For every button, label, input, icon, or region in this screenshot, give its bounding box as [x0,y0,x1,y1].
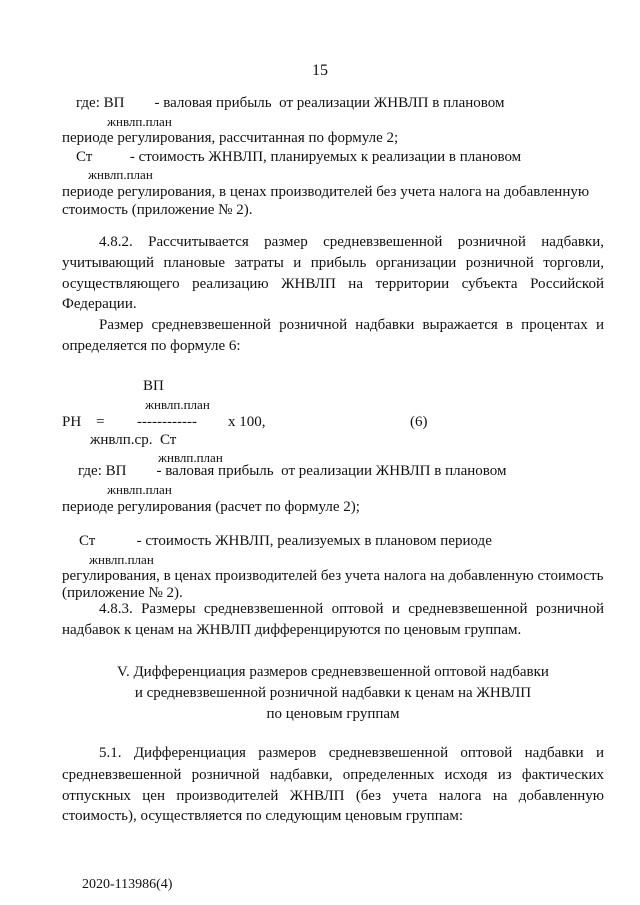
paragraph-4-8-3-line: 4.8.3. Размеры средневзвешенной оптовой и средневзвешенной розничной [99,601,604,617]
paragraph-5-1-line: стоимость), осуществляется по следующим ценовым группам: [62,808,464,824]
formula-lhs: РН = [62,414,105,430]
paragraph-4-8-2-line: 4.8.2. Рассчитывается размер средневзвешенной розничной надбавки, [99,234,604,250]
definition-vp-line: где: ВП - валовая прибыль от реализации ЖНВЛП в плановом [78,463,507,479]
footer-document-code: 2020-113986(4) [82,877,173,892]
text-line: периоде регулирования (расчет по формуле 2); [62,499,360,515]
paragraph-5-1-line: средневзвешенной розничной надбавки, определенных исходя из фактических [62,767,604,783]
formula-number: (6) [410,414,428,430]
formula-multiplier: х 100, [228,414,266,430]
subscript-label: жнвлп.план [107,114,172,129]
formula-fraction-bar: ------------ [137,414,197,430]
paragraph-4-8-2-line: осуществляющего реализацию ЖНВЛП на территории субъекта Российской [62,276,604,292]
text-line: периоде регулирования, в ценах производителей без учета налога на добавленную [62,184,590,200]
paragraph-size-line: Размер средневзвешенной розничной надбавки выражается в процентах и [99,317,604,333]
formula-numerator-subscript: жнвлп.план [145,397,210,412]
definition-st-line: Ст - стоимость ЖНВЛП, реализуемых в плановом периоде [79,533,492,549]
text-line: регулирования, в ценах производителей без учета налога на добавленную стоимость [62,568,604,584]
text-line: периоде регулирования, рассчитанная по формуле 2; [62,130,399,146]
subscript-label: жнвлп.план [107,482,172,497]
paragraph-size-line: определяется по формуле 6: [62,338,241,354]
text-line: (приложение № 2). [62,585,183,601]
subscript-label: жнвлп.план [89,552,154,567]
paragraph-5-1-line: 5.1. Дифференциация размеров средневзвешенной оптовой надбавки и [99,745,604,761]
text-line: стоимость (приложение № 2). [62,202,253,218]
section-title: V. Дифференциация размеров средневзвешенной оптовой надбавки [117,664,549,680]
page-number: 15 [312,62,328,79]
formula-denominator: жнвлп.ср. Ст [90,432,177,448]
section-title: и средневзвешенной розничной надбавки к ценам на ЖНВЛП [134,685,532,701]
paragraph-5-1-line: отпускных цен производителей ЖНВЛП (без учета налога на добавленную [62,788,604,804]
definition-vp-line: где: ВП - валовая прибыль от реализации ЖНВЛП в плановом [76,95,505,111]
paragraph-4-8-2-line: Федерации. [62,296,137,312]
definition-st-line: Ст - стоимость ЖНВЛП, планируемых к реализации в плановом [76,149,522,165]
formula-numerator: ВП [143,378,164,394]
section-title: по ценовым группам [266,706,400,722]
subscript-label: жнвлп.план [88,167,153,182]
formula-denominator-subscript: жнвлп.план [158,450,223,465]
paragraph-4-8-2-line: учитывающий плановые затраты и прибыль организации розничной торговли, [62,255,604,271]
paragraph-4-8-3-line: надбавок к ценам на ЖНВЛП дифференцируются по ценовым группам. [62,622,522,638]
